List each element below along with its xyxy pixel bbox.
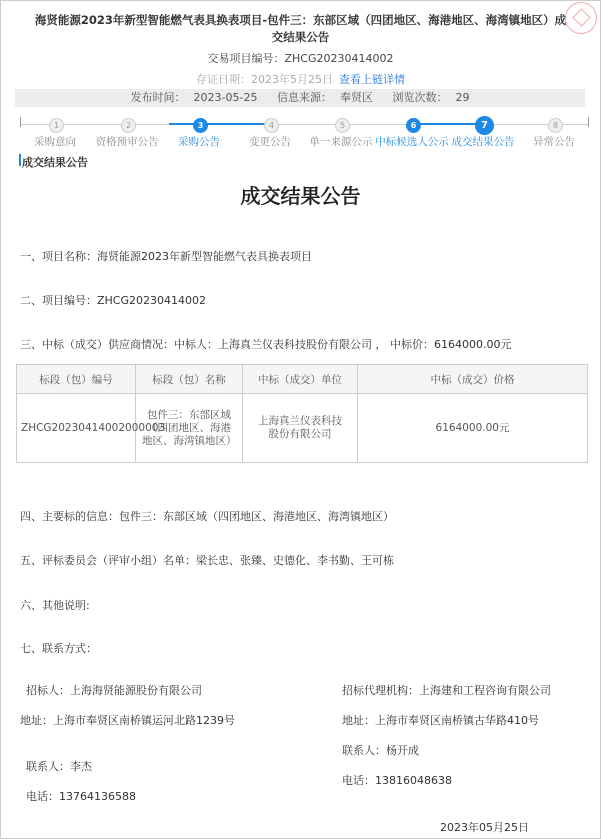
source-value: 奉贤区 <box>339 91 373 104</box>
header-price: 中标（成交）价格 <box>358 365 588 394</box>
step-6-label[interactable]: 中标候选人公示 <box>375 136 449 148</box>
header-winner: 中标（成交）单位 <box>243 365 358 394</box>
table-header-row <box>17 365 588 394</box>
step-5-label[interactable]: 单一来源公示 <box>309 136 373 148</box>
publish-label: 发布时间： <box>130 91 186 104</box>
trade-number-row <box>0 50 601 66</box>
views-value: 29 <box>455 91 470 104</box>
progress-steps <box>0 114 601 154</box>
step-5-marker[interactable]: 5 <box>335 118 350 133</box>
deposit-row <box>0 71 601 87</box>
step-3-label[interactable]: 采购公告 <box>178 136 220 148</box>
result-table <box>16 364 588 463</box>
trade-number-value: ZHCG20230414002 <box>284 52 394 65</box>
step-4-marker[interactable]: 4 <box>264 118 279 133</box>
step-6-marker[interactable]: 6 <box>406 118 421 133</box>
cell-winner: 上海真兰仪表科技股份有限公司 <box>243 394 358 463</box>
winner-info: 三、中标（成交）供应商情况：中标人：上海真兰仪表科技股份有限公司 ， 中标价：6164000.00元 <box>20 338 512 351</box>
step-3-marker[interactable]: 3 <box>193 118 208 133</box>
main-subject: 四、主要标的信息：包件三：东部区域（四团地区、海港地区、海湾镇地区） <box>20 510 394 523</box>
publish-time: 2023-05-25 <box>193 91 258 104</box>
header-lot-name: 标段（包）名称 <box>136 365 243 394</box>
source-label: 信息来源： <box>276 91 332 104</box>
trade-number-label: 交易项目编号： <box>207 52 285 65</box>
step-4-label[interactable]: 变更公告 <box>249 136 291 148</box>
breadcrumb-marker <box>19 154 21 166</box>
step-2-marker[interactable]: 2 <box>121 118 136 133</box>
track-end-tick <box>588 117 589 127</box>
deposit-label: 存证日期： <box>196 73 251 86</box>
publish-info-bar <box>15 89 585 107</box>
views-label: 浏览次数： <box>392 91 448 104</box>
tenderer-name: 招标人：上海海贤能源股份有限公司 <box>26 684 202 697</box>
step-1-marker[interactable]: 1 <box>49 118 64 133</box>
other-notes: 六、其他说明: <box>20 599 90 612</box>
project-name: 一、项目名称：海贤能源2023年新型智能燃气表具换表项目 <box>20 250 312 263</box>
page-title: 海贤能源2023年新型智能燃气表具换表项目-包件三：东部区域（四团地区、海港地区、海湾镇地区）成交结果公告 <box>34 13 567 44</box>
committee-list: 五、评标委员会（评审小组）名单：梁长忠、张臻、史德化、李书勤、王可栋 <box>20 554 394 567</box>
contact-heading: 七、联系方式： <box>20 642 97 655</box>
breadcrumb: 成交结果公告 <box>22 156 88 169</box>
tenderer-phone: 电话：13764136588 <box>26 790 136 803</box>
agent-phone: 电话：13816048638 <box>342 774 452 787</box>
step-8-label[interactable]: 异常公告 <box>533 136 575 148</box>
footer-date: 2023年05月25日 <box>440 821 529 834</box>
track-start-tick <box>20 117 21 127</box>
tenderer-address: 地址：上海市奉贤区南桥镇运河北路1239号 <box>20 714 235 727</box>
deposit-date: 2023年5月25日 <box>251 73 333 86</box>
step-1-label[interactable]: 采购意向 <box>34 136 76 148</box>
step-7-label[interactable]: 成交结果公告 <box>451 136 515 148</box>
header-lot-number: 标段（包）编号 <box>17 365 136 394</box>
step-7-marker[interactable]: 7 <box>475 116 494 135</box>
agent-name: 招标代理机构：上海建和工程咨询有限公司 <box>342 684 551 697</box>
cell-lot-number: ZHCG20230414002000003 <box>17 394 136 463</box>
step-2-label[interactable]: 资格预审公告 <box>95 136 159 148</box>
agent-address: 地址：上海市奉贤区南桥镇古华路410号 <box>342 714 539 727</box>
step-8-marker[interactable]: 8 <box>548 118 563 133</box>
table-row <box>17 394 588 463</box>
tenderer-contact: 联系人：李杰 <box>26 760 92 773</box>
document-heading: 成交结果公告 <box>240 184 361 208</box>
chain-detail-link[interactable]: 查看上链详情 <box>339 73 405 86</box>
cell-lot-name: 包件三：东部区域（四团地区、海港地区、海湾镇地区） <box>136 394 243 463</box>
project-number: 二、项目编号：ZHCG20230414002 <box>20 294 206 307</box>
agent-contact: 联系人：杨开成 <box>342 744 419 757</box>
progress-track <box>20 124 588 125</box>
seal-stamp-icon <box>565 2 597 34</box>
cell-price: 6164000.00元 <box>358 394 588 463</box>
